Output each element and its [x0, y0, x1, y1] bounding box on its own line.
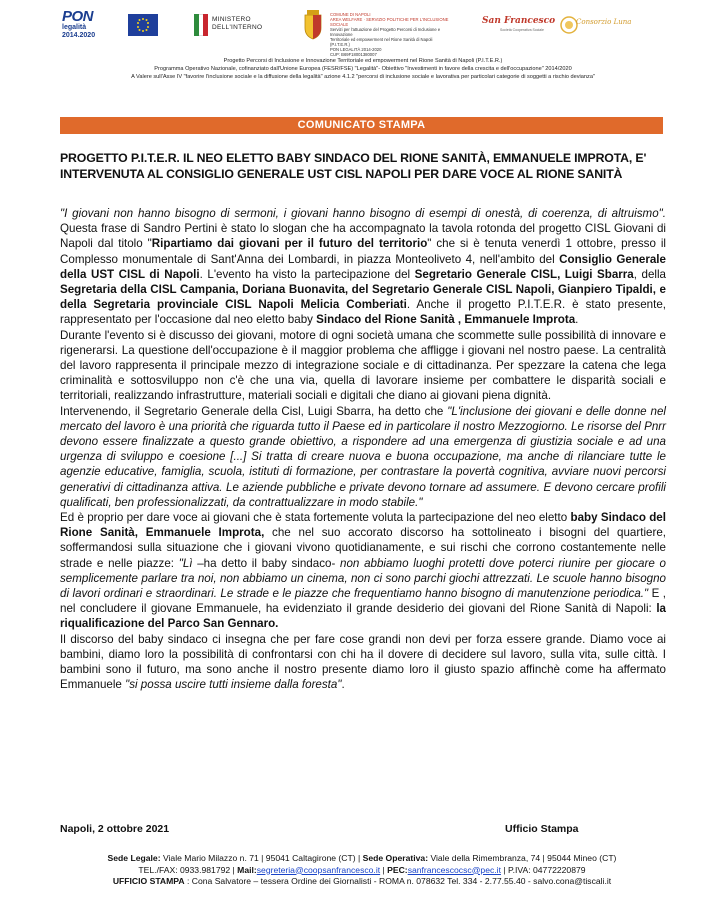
- article-body: [60, 206, 666, 693]
- p1-event-title: Ripartiamo dai giovani per il futuro del territorio: [151, 237, 428, 251]
- italian-flag-icon: [194, 14, 208, 36]
- mail-link[interactable]: segreteria@coopsanfrancesco.it: [256, 864, 381, 875]
- p5-text-1: Il discorso del baby sindaco ci insegna che per fare cose grandi non devi per forza essere grande. Diamo voce ai bambini, diamo loro la possibilità di confrontarsi con chi ha il dovere di decidere sul lavoro, sulla vita, sulle città. I bambini sono il futuro, ma sono anche il nostro presente diamo loro il giusto spazio affinchè come ha affermato Emmanuele: [60, 632, 666, 692]
- footer-line-1: [62, 853, 662, 865]
- paragraph-1: [60, 206, 666, 328]
- pec-link[interactable]: sanfrancescocsc@pec.it: [407, 864, 501, 875]
- comune-line1: COMUNE DI NAPOLI: [330, 12, 371, 17]
- p4-text-2: che nel suo accorato discorso ha sottolineato i bisogni del quartiere, soffermandosi sulla situazione che i giovani vivono quotidianamente, e sui rischi che corrono costantemente nelle strade e nelle piazze:: [60, 526, 667, 570]
- improta-quote: non abbiamo luoghi protetti dove poterci riunire per giocare o semplicemente parlare tra noi, non abbiamo un cinema, non ci sono parchi giochi attrezzati. Le scuole hanno bisogno di lavori ordinari e straordinari. Le strade e le piazze che frequentiamo hanno bisogno di manutenzione periodica.": [60, 556, 666, 601]
- comune-line6: CUP: B69F18001380007: [330, 52, 377, 57]
- project-header: [60, 57, 666, 81]
- separator: |: [380, 864, 388, 875]
- san-francesco-sub: Società Cooperativa Sociale: [500, 28, 544, 32]
- footer: [62, 853, 662, 888]
- project-line1: Progetto Percorsi di Inclusione e Innovazione Territoriale ed empowerment nel Rione Sanità di Napoli (P.I.T.E.R.): [223, 58, 503, 64]
- sede-operativa-value: Viale della Rimembranza, 74 | 95044 Mineo (CT): [428, 853, 617, 863]
- san-francesco-logo: San Francesco: [482, 16, 556, 26]
- pon-legalita-logo: [62, 10, 102, 40]
- p1-text-5: . Anche il progetto P.I.T.E.R. è stato presente, rappresentato per l'occasione dal neo eletto baby: [60, 298, 666, 327]
- ministero-interno-logo: [212, 16, 262, 32]
- p1-segretaria: Segretaria della CISL Campania, Doriana Buonavita, del Segretario Generale CISL Napoli, Gianpiero Tipaldi, e della Segretaria provinciale CISL Napoli Melicia Comberiati: [60, 283, 666, 312]
- pon-line1: legalità: [62, 24, 87, 31]
- sede-operativa-label: Sede Operativa:: [362, 853, 429, 863]
- pertini-quote: "I giovani non hanno bisogno di sermoni, i giovani hanno bisogno di esempi di onestà, di coerenza, di altruismo".: [60, 207, 666, 220]
- ufficio-stampa-contact: : Cona Salvatore – tessera Ordine dei Giornalisti - ROMA n. 078632 Tel. 334 - 2.77.55.40 - salvo.cona@tiscali.it: [184, 876, 612, 886]
- p1-text-3: . L'evento ha visto la partecipazione del: [199, 267, 415, 281]
- footer-line-3: [62, 876, 662, 888]
- comune-line4: Territoriale ed empowerment nel Rione Sanità di Napoli (P.I.T.E.R.): [330, 37, 433, 47]
- p1-sbarra: Segretario Generale CISL, Luigi Sbarra: [414, 267, 634, 281]
- ministry-line2: DELL'INTERNO: [212, 24, 263, 31]
- paragraph-3: [60, 404, 666, 510]
- project-line3: A Valere sull'Asse IV "favorire l'inclusione sociale e la diffusione della legalità" azione 4.1.2 "percorsi di inclusione sociale e lavorativa per particolari categorie di soggetti a rischio devianza": [131, 74, 595, 80]
- sede-legale-value: Viale Mario Milazzo n. 71 | 95041 Caltagirone (CT) |: [160, 853, 363, 863]
- p1-consiglio: Consiglio Generale della UST CISL di Napoli: [60, 252, 666, 281]
- foresta-quote: "si possa uscire tutti insieme dalla foresta": [125, 678, 342, 692]
- p1-baby-sindaco: Sindaco del Rione Sanità , Emmanuele Improta: [316, 313, 576, 327]
- p1-text-2: " che si è tenuta venerdì 1 ottobre, presso il Complesso monumentale di Sant'Anna dei Lombardi, in piazza Monteoliveto 4, nell'ambito del: [60, 237, 667, 266]
- ufficio-stampa-label: UFFICIO STAMPA: [112, 876, 185, 886]
- p3-text-1: Intervenendo, il Segretario Generale della Cisl, Luigi Sbarra, ha detto che: [60, 404, 448, 418]
- comune-line5: PON LEGALITÀ 2014-2020: [330, 47, 382, 52]
- pon-mark: PON: [62, 8, 94, 25]
- press-office-signature: Ufficio Stampa: [505, 823, 579, 835]
- pec-label: PEC:: [387, 864, 408, 875]
- paragraph-4: [60, 510, 666, 632]
- comune-line3: Servizi per l'attuazione del Progetto Percorsi di Inclusione e Innovazione: [330, 27, 441, 37]
- tel-fax: TEL./FAX: 0933.981792 |: [138, 864, 238, 875]
- pon-line2: 2014.2020: [62, 32, 96, 39]
- comune-line2: AREA WELFARE · SERVIZIO POLITICHE PER L'INCLUSIONE SOCIALE: [330, 17, 449, 27]
- ministry-line1: MINISTERO: [212, 16, 251, 23]
- p5-text-2: .: [341, 678, 345, 692]
- mail-label: Mail:: [237, 864, 257, 875]
- press-release-banner: COMUNICATO STAMPA: [60, 117, 663, 134]
- article-title: PROGETTO P.I.T.E.R. IL NEO ELETTO BABY SINDACO DEL RIONE SANITÀ, EMMANUELE IMPROTA, E' INTERVENUTA AL CONSIGLIO GENERALE UST CISL NAPOLI PER DARE VOCE AL RIONE SANITÀ: [60, 151, 647, 181]
- p4-baby-sindaco: baby Sindaco del Rione Sanità, Emmanuele Improta,: [60, 511, 666, 540]
- p4-quote-open: "Lì: [178, 556, 198, 570]
- piva: | P.IVA: 04772220879: [500, 864, 586, 875]
- p1-text-6: .: [575, 313, 579, 327]
- p4-text-4: E , nel concludere il giovane Emmanuele, ha evidenziato il grande desiderio dei giovani del Rione Sanità di Napoli:: [60, 587, 666, 616]
- p1-text-4: , della: [633, 267, 667, 281]
- comune-napoli-text: [330, 12, 450, 57]
- napoli-crest-icon: [302, 10, 324, 40]
- consorzio-logo-text: Consorzio Luna: [576, 18, 632, 26]
- p4-parco: la riqualificazione del Parco San Gennaro.: [60, 602, 666, 631]
- project-line2: Programma Operativo Nazionale, cofinanziato dall'Unione Europea (FESR/FSE) "Legalità"- Obiettivo "Investimenti in favore della crescita e dell'occupazione" 2014/2020: [154, 66, 572, 72]
- logo-strip: [60, 8, 660, 57]
- paragraph-2: Durante l'evento si è discusso dei giovani, motore di ogni società umana che scommette sulle possibilità di innovare e rigenerarsi. La questione dell'occupazione è il maggior problema che affligge i giovani nel nostro paese. La centralità del lavoro rappresenta il principale mezzo di integrazione sociale e di cittadinanza. Per spezzare la catena che lega criminalità e sottosviluppo non c'è che una via, quella di lavorare insieme per combattere le disparità sociali e territoriali, realizzando infrastrutture, materiali sociali e digitali che diano ai giovani piena dignità.: [60, 328, 666, 403]
- sbarra-quote: "L'inclusione dei giovani e delle donne nel mercato del lavoro è una priorità che riguarda tutto il Paese ed in particolare il nostro Mezzogiorno. Le risorse del Pnrr devono essere finalizzate a questo grande obiettivo, a rispondere ad una emergenza di giustizia sociale e ad una urgenza di sviluppo e coesione [...] Si tratta di creare nuova e buona occupazione, ma anche di rilanciare tutte le agenzie educative, famiglia, scuola, istituti di formazione, per contrastare la povertà cognitiva, avviare nuovi percorsi generativi di cittadinanza attiva. Le aziende pubbliche e private devono tornare ad assumere. E devono cercare profili qualificati, ben professionalizzati, da contrattualizzare in modo stabile.": [60, 404, 666, 509]
- p4-text-3: –ha detto il baby sindaco-: [197, 556, 341, 570]
- p4-text-1: Ed è proprio per dare voce ai giovani che è stata fortemente voluta la partecipazione del neo eletto: [60, 511, 571, 525]
- sede-legale-label: Sede Legale:: [107, 853, 161, 863]
- eu-flag-icon: [128, 14, 158, 36]
- p1-text-1: Questa frase di Sandro Pertini è stato lo slogan che ha accompagnato la tavola rotonda del progetto CISL Giovani di Napoli dal titolo ": [60, 222, 666, 251]
- paragraph-5: [60, 632, 666, 693]
- footer-line-2: [62, 865, 662, 877]
- date-line: Napoli, 2 ottobre 2021: [60, 823, 170, 835]
